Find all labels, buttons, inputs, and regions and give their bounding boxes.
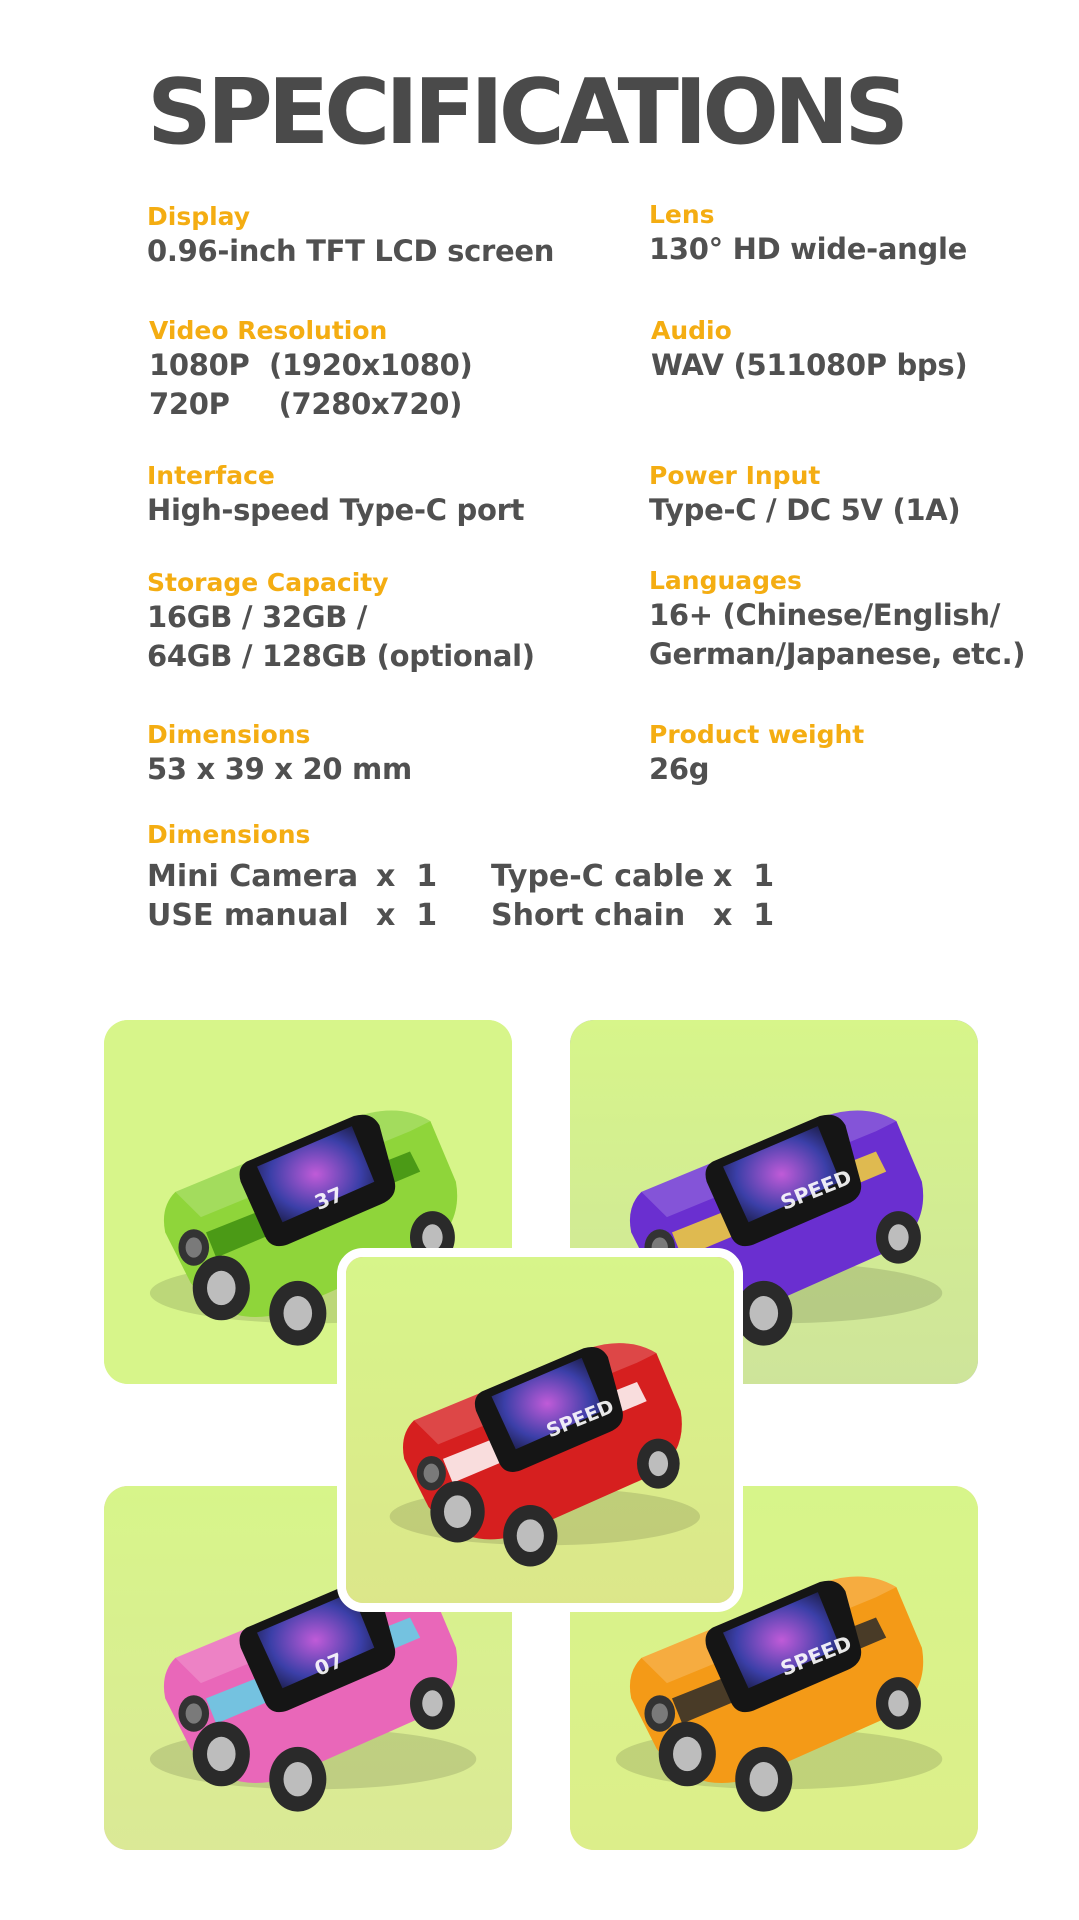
spec-dimensions xyxy=(147,720,412,789)
spec-value: Type-C / DC 5V (1A) xyxy=(649,493,961,527)
package-item-name: Mini Camera xyxy=(147,859,359,894)
package-item-name: USE manual xyxy=(147,898,349,933)
spec-value: 720P (7280x720) xyxy=(149,387,463,421)
spec-label: Audio xyxy=(651,316,732,345)
spec-lens xyxy=(649,200,967,269)
package-item-qty: x 1 xyxy=(376,859,438,894)
package-item-name: Short chain xyxy=(491,898,686,933)
spec-label: Display xyxy=(147,202,251,231)
spec-label: Power Input xyxy=(649,461,821,490)
spec-label: Languages xyxy=(649,566,802,595)
spec-product-weight xyxy=(649,720,864,789)
svg-text:SPEED: SPEED xyxy=(777,1630,856,1681)
page-title: SPECIFICATIONS xyxy=(147,60,905,165)
spec-label: Lens xyxy=(649,200,715,229)
spec-label: Storage Capacity xyxy=(147,568,389,597)
spec-value: WAV (511080P bps) xyxy=(651,348,968,382)
spec-value: German/Japanese, etc.) xyxy=(649,637,1026,671)
spec-storage-capacity xyxy=(147,568,535,676)
spec-display xyxy=(147,202,554,271)
package-item-qty: x 1 xyxy=(713,859,775,894)
spec-label: Dimensions xyxy=(147,720,311,749)
package-section xyxy=(147,820,310,850)
spec-value: 16GB / 32GB / xyxy=(147,600,368,634)
spec-label: Interface xyxy=(147,461,275,490)
spec-value: 1080P (1920x1080) xyxy=(149,348,473,382)
spec-label: Product weight xyxy=(649,720,865,749)
svg-text:07: 07 xyxy=(311,1648,347,1681)
spec-value: 64GB / 128GB (optional) xyxy=(147,639,535,673)
package-label: Dimensions xyxy=(147,820,311,849)
svg-text:37: 37 xyxy=(311,1182,347,1215)
spec-value: 0.96-inch TFT LCD screen xyxy=(147,234,555,268)
svg-text:SPEED: SPEED xyxy=(777,1164,856,1215)
spec-value: 53 x 39 x 20 mm xyxy=(147,752,412,786)
spec-audio xyxy=(651,316,967,385)
spec-value: High-speed Type-C port xyxy=(147,493,525,527)
spec-value: 26g xyxy=(649,752,710,786)
spec-label: Video Resolution xyxy=(149,316,388,345)
spec-interface xyxy=(147,461,524,530)
spec-languages xyxy=(649,566,1025,674)
product-image-red xyxy=(337,1248,743,1612)
spec-value: 16+ (Chinese/English/ xyxy=(649,598,1001,632)
package-item-qty: x 1 xyxy=(376,898,438,933)
svg-text:SPEED: SPEED xyxy=(542,1394,618,1443)
package-item-qty: x 1 xyxy=(713,898,775,933)
package-item-name: Type-C cable xyxy=(491,859,705,894)
spec-value: 130° HD wide-angle xyxy=(649,232,967,266)
spec-video-resolution xyxy=(149,316,472,424)
spec-power-input xyxy=(649,461,960,530)
